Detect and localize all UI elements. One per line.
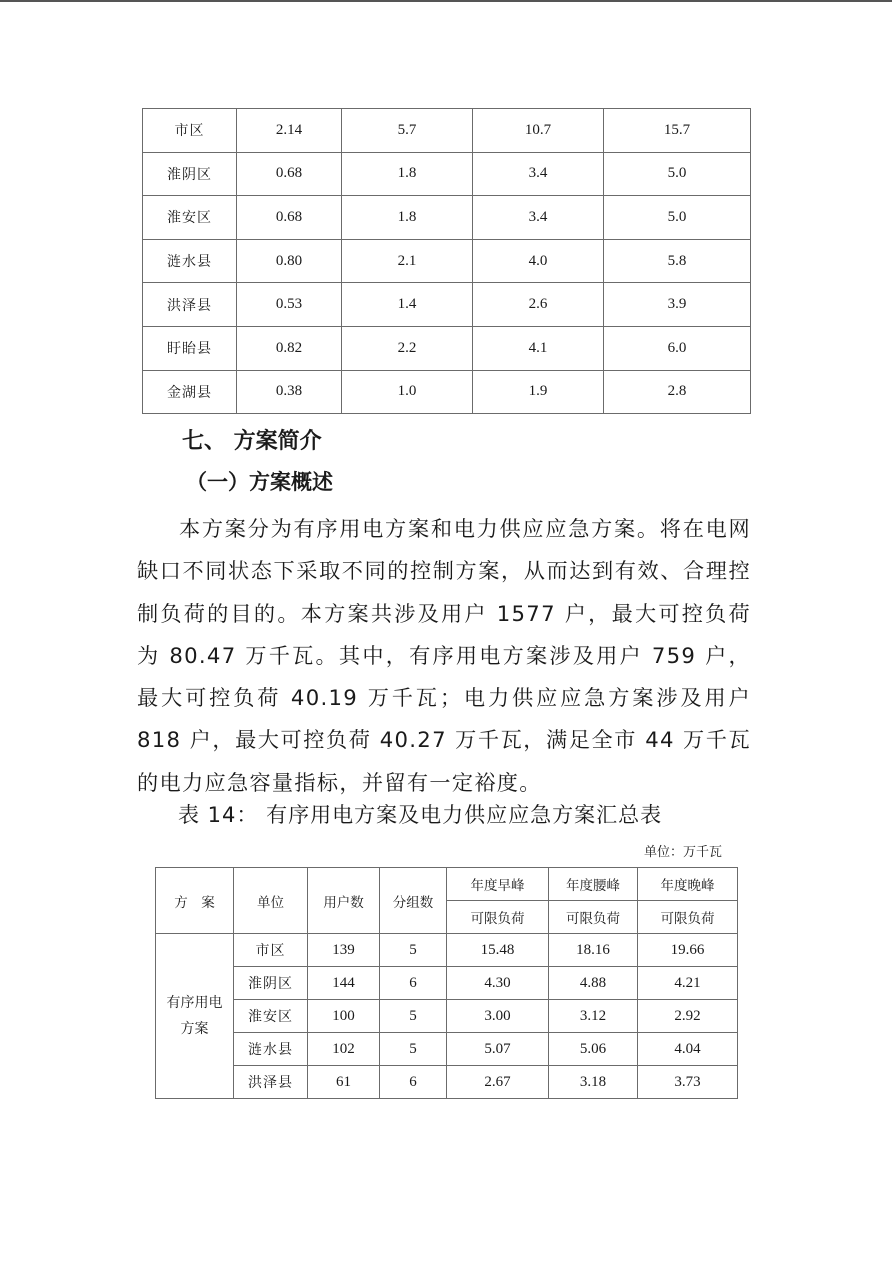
value-cell: 2.6 xyxy=(473,283,604,327)
plan-label-line: 有序用电 xyxy=(166,995,223,1011)
table-row xyxy=(156,967,738,1000)
header-waist-peak: 年度腰峰 xyxy=(549,868,638,901)
unit-cell: 淮阴区 xyxy=(234,967,308,1000)
users-cell: 139 xyxy=(308,934,380,967)
value-cell: 1.9 xyxy=(473,370,604,414)
value-cell: 1.8 xyxy=(342,152,473,196)
table-caption: 表 14： 有序用电方案及电力供应应急方案汇总表 xyxy=(178,803,663,827)
area-cell: 洪泽县 xyxy=(143,283,237,327)
table-row xyxy=(156,1066,738,1099)
table-row xyxy=(143,239,751,283)
value-cell: 0.80 xyxy=(237,239,342,283)
summary-table xyxy=(155,867,738,1099)
area-cell: 淮安区 xyxy=(143,196,237,240)
value-cell: 1.4 xyxy=(342,283,473,327)
waist-cell: 3.12 xyxy=(549,1000,638,1033)
value-cell: 15.7 xyxy=(604,109,751,153)
header-morning-peak: 年度早峰 xyxy=(447,868,549,901)
evening-cell: 19.66 xyxy=(638,934,738,967)
header-limit-load: 可限负荷 xyxy=(638,901,738,934)
morning-cell: 4.30 xyxy=(447,967,549,1000)
waist-cell: 18.16 xyxy=(549,934,638,967)
waist-cell: 5.06 xyxy=(549,1033,638,1066)
value-cell: 5.0 xyxy=(604,196,751,240)
groups-cell: 5 xyxy=(380,934,447,967)
header-groups: 分组数 xyxy=(380,868,447,934)
groups-cell: 5 xyxy=(380,1000,447,1033)
value-cell: 1.8 xyxy=(342,196,473,240)
value-cell: 4.0 xyxy=(473,239,604,283)
table-row xyxy=(143,283,751,327)
value-cell: 5.7 xyxy=(342,109,473,153)
unit-cell: 市区 xyxy=(234,934,308,967)
value-cell: 3.4 xyxy=(473,152,604,196)
overview-paragraph: 本方案分为有序用电方案和电力供应应急方案。将在电网缺口不同状态下采取不同的控制方案，从而达到有效、合理控制负荷的目的。本方案共涉及用户 1577 户，最大可控负荷为 80.47 万千瓦。其中，有序用电方案涉及用户 759 户，最大可控负荷 40.19 万千瓦；电力供应应急方案涉及用户 818 户，最大可控负荷 40.27 万千瓦，满足全市 44 万千瓦的电力应急容量指标，并留有一定裕度。 xyxy=(137,516,751,795)
value-cell: 3.9 xyxy=(604,283,751,327)
table-row xyxy=(143,370,751,414)
table-row xyxy=(156,1000,738,1033)
value-cell: 5.8 xyxy=(604,239,751,283)
waist-cell: 4.88 xyxy=(549,967,638,1000)
header-evening-peak: 年度晚峰 xyxy=(638,868,738,901)
table-row xyxy=(143,109,751,153)
header-unit: 单位 xyxy=(234,868,308,934)
evening-cell: 3.73 xyxy=(638,1066,738,1099)
value-cell: 5.0 xyxy=(604,152,751,196)
waist-cell: 3.18 xyxy=(549,1066,638,1099)
value-cell: 10.7 xyxy=(473,109,604,153)
area-cell: 盱眙县 xyxy=(143,326,237,370)
plan-label-line: 方案 xyxy=(180,1021,209,1037)
table-row xyxy=(143,326,751,370)
header-users: 用户数 xyxy=(308,868,380,934)
value-cell: 0.82 xyxy=(237,326,342,370)
unit-cell: 淮安区 xyxy=(234,1000,308,1033)
morning-cell: 2.67 xyxy=(447,1066,549,1099)
morning-cell: 5.07 xyxy=(447,1033,549,1066)
value-cell: 0.53 xyxy=(237,283,342,327)
header-limit-load: 可限负荷 xyxy=(549,901,638,934)
section-subheading: （一）方案概述 xyxy=(186,470,333,494)
users-cell: 144 xyxy=(308,967,380,1000)
evening-cell: 4.04 xyxy=(638,1033,738,1066)
value-cell: 3.4 xyxy=(473,196,604,240)
users-cell: 102 xyxy=(308,1033,380,1066)
value-cell: 1.0 xyxy=(342,370,473,414)
value-cell: 2.8 xyxy=(604,370,751,414)
area-cell: 市区 xyxy=(143,109,237,153)
page-top-border xyxy=(0,0,892,2)
unit-label: 单位：万千瓦 xyxy=(643,845,722,860)
users-cell: 100 xyxy=(308,1000,380,1033)
header-row xyxy=(156,868,738,901)
value-cell: 2.2 xyxy=(342,326,473,370)
header-plan: 方 案 xyxy=(156,868,234,934)
groups-cell: 5 xyxy=(380,1033,447,1066)
evening-cell: 4.21 xyxy=(638,967,738,1000)
morning-cell: 15.48 xyxy=(447,934,549,967)
unit-cell: 洪泽县 xyxy=(234,1066,308,1099)
area-cell: 淮阴区 xyxy=(143,152,237,196)
groups-cell: 6 xyxy=(380,967,447,1000)
value-cell: 2.1 xyxy=(342,239,473,283)
value-cell: 2.14 xyxy=(237,109,342,153)
value-cell: 6.0 xyxy=(604,326,751,370)
table-row xyxy=(143,196,751,240)
area-cell: 涟水县 xyxy=(143,239,237,283)
unit-cell: 涟水县 xyxy=(234,1033,308,1066)
evening-cell: 2.92 xyxy=(638,1000,738,1033)
value-cell: 0.68 xyxy=(237,196,342,240)
load-table xyxy=(142,108,751,414)
groups-cell: 6 xyxy=(380,1066,447,1099)
morning-cell: 3.00 xyxy=(447,1000,549,1033)
value-cell: 0.68 xyxy=(237,152,342,196)
table-row xyxy=(143,152,751,196)
plan-label-cell xyxy=(156,934,234,1099)
area-cell: 金湖县 xyxy=(143,370,237,414)
section-heading: 七、 方案简介 xyxy=(182,429,322,454)
table-row xyxy=(156,934,738,967)
users-cell: 61 xyxy=(308,1066,380,1099)
value-cell: 0.38 xyxy=(237,370,342,414)
table-row xyxy=(156,1033,738,1066)
header-limit-load: 可限负荷 xyxy=(447,901,549,934)
value-cell: 4.1 xyxy=(473,326,604,370)
